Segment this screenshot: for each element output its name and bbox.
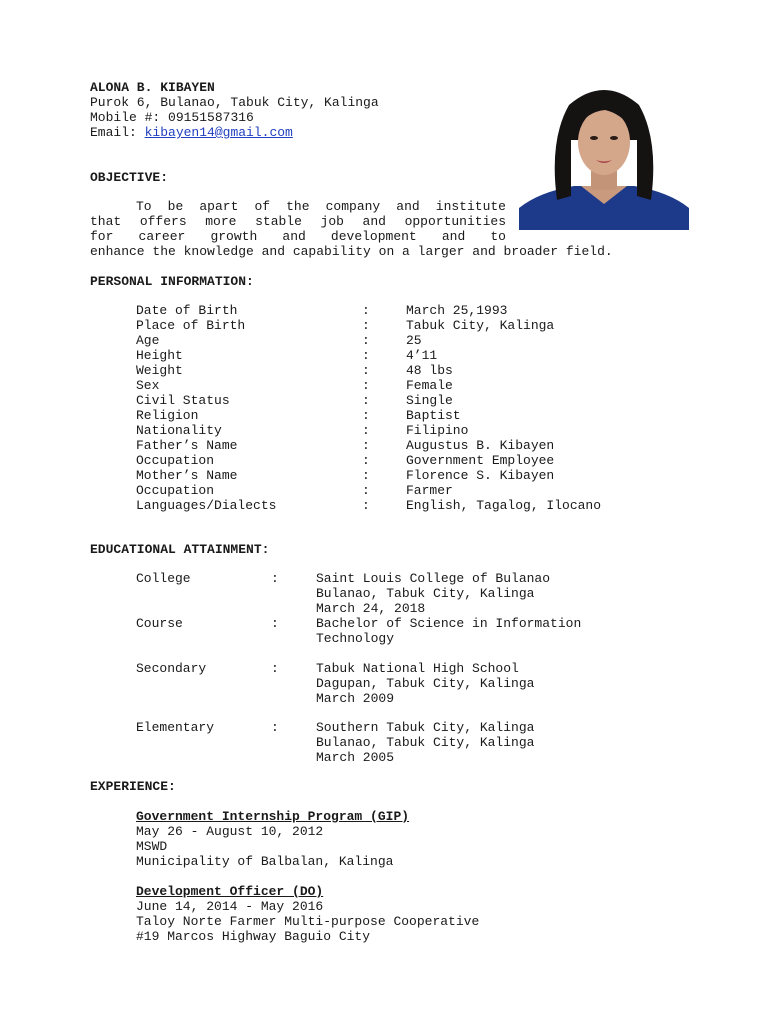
personal-row	[136, 318, 696, 333]
personal-colon: :	[362, 423, 370, 438]
education-value: Bulanao, Tabuk City, Kalinga	[316, 735, 535, 750]
personal-value: Farmer	[406, 483, 453, 498]
job-period: May 26 - August 10, 2012	[136, 824, 324, 839]
profile-photo-illustration	[519, 80, 689, 230]
personal-label: Civil Status	[136, 393, 230, 408]
personal-value: Augustus B. Kibayen	[406, 438, 555, 453]
personal-value: March 25,1993	[406, 303, 508, 318]
personal-colon: :	[362, 378, 370, 393]
objective-heading: OBJECTIVE:	[90, 170, 169, 185]
personal-label: Date of Birth	[136, 303, 238, 318]
mobile-number: 09151587316	[168, 110, 254, 125]
education-value: March 24, 2018	[316, 601, 426, 616]
personal-label: Religion	[136, 408, 199, 423]
job-title: Government Internship Program (GIP)	[136, 809, 410, 824]
education-label: Elementary	[136, 720, 215, 735]
job-location: #19 Marcos Highway Baguio City	[136, 929, 371, 944]
job-period: June 14, 2014 - May 2016	[136, 899, 324, 914]
personal-value: Florence S. Kibayen	[406, 468, 555, 483]
education-value: March 2009	[316, 691, 395, 706]
mobile-line	[90, 110, 254, 125]
personal-colon: :	[362, 393, 370, 408]
education-value: Dagupan, Tabuk City, Kalinga	[316, 676, 535, 691]
education-colon: :	[271, 616, 279, 631]
personal-colon: :	[362, 363, 370, 378]
education-heading: EDUCATIONAL ATTAINMENT:	[90, 542, 270, 557]
education-colon: :	[271, 661, 279, 676]
education-value: Technology	[316, 631, 395, 646]
personal-colon: :	[362, 483, 370, 498]
personal-colon: :	[362, 348, 370, 363]
personal-label: Mother’s Name	[136, 468, 238, 483]
personal-info-heading: PERSONAL INFORMATION:	[90, 274, 254, 289]
personal-value: English, Tagalog, Ilocano	[406, 498, 602, 513]
personal-value: 48 lbs	[406, 363, 453, 378]
experience-heading: EXPERIENCE:	[90, 779, 176, 794]
personal-row	[136, 498, 696, 513]
job-organization: MSWD	[136, 839, 168, 854]
personal-row	[136, 408, 696, 423]
education-value: March 2005	[316, 750, 395, 765]
profile-photo	[519, 80, 689, 230]
objective-line-2: that offers more stable job and opportunities	[90, 214, 506, 229]
education-value: Saint Louis College of Bulanao	[316, 571, 551, 586]
education-value: Tabuk National High School	[316, 661, 519, 676]
email-label: Email:	[90, 125, 137, 140]
education-value: Southern Tabuk City, Kalinga	[316, 720, 535, 735]
personal-colon: :	[362, 303, 370, 318]
personal-label: Occupation	[136, 483, 215, 498]
education-colon: :	[271, 720, 279, 735]
personal-row	[136, 483, 696, 498]
personal-row	[136, 438, 696, 453]
personal-row	[136, 393, 696, 408]
personal-label: Sex	[136, 378, 160, 393]
objective-line-4: enhance the knowledge and capability on a larger and broader field.	[90, 244, 613, 259]
personal-label: Place of Birth	[136, 318, 246, 333]
personal-row	[136, 423, 696, 438]
personal-value: Tabuk City, Kalinga	[406, 318, 555, 333]
personal-label: Father’s Name	[136, 438, 238, 453]
personal-row	[136, 453, 696, 468]
personal-value: 25	[406, 333, 422, 348]
personal-value: Baptist	[406, 408, 461, 423]
personal-row	[136, 333, 696, 348]
mobile-label: Mobile #:	[90, 110, 161, 125]
personal-label: Height	[136, 348, 183, 363]
personal-colon: :	[362, 468, 370, 483]
education-value: Bachelor of Science in Information	[316, 616, 582, 631]
objective-line-3: for career growth and development and to	[90, 229, 506, 244]
personal-label: Languages/Dialects	[136, 498, 277, 513]
personal-colon: :	[362, 318, 370, 333]
personal-value: 4’11	[406, 348, 438, 363]
personal-label: Weight	[136, 363, 183, 378]
personal-colon: :	[362, 453, 370, 468]
personal-row	[136, 303, 696, 318]
personal-colon: :	[362, 333, 370, 348]
objective-line-1: To be apart of the company and institute	[136, 199, 506, 214]
personal-value: Single	[406, 393, 453, 408]
personal-value: Female	[406, 378, 453, 393]
personal-row	[136, 378, 696, 393]
personal-row	[136, 363, 696, 378]
job-location: Municipality of Balbalan, Kalinga	[136, 854, 394, 869]
job-title: Development Officer (DO)	[136, 884, 324, 899]
personal-colon: :	[362, 438, 370, 453]
personal-row	[136, 468, 696, 483]
personal-colon: :	[362, 498, 370, 513]
personal-value: Government Employee	[406, 453, 555, 468]
education-label: Course	[136, 616, 183, 631]
personal-label: Nationality	[136, 423, 222, 438]
applicant-name: ALONA B. KIBAYEN	[90, 80, 215, 95]
education-value: Bulanao, Tabuk City, Kalinga	[316, 586, 535, 601]
personal-label: Occupation	[136, 453, 215, 468]
personal-value: Filipino	[406, 423, 469, 438]
personal-colon: :	[362, 408, 370, 423]
education-label: Secondary	[136, 661, 207, 676]
email-line	[90, 125, 293, 140]
education-label: College	[136, 571, 191, 586]
personal-row	[136, 348, 696, 363]
address: Purok 6, Bulanao, Tabuk City, Kalinga	[90, 95, 379, 110]
personal-label: Age	[136, 333, 160, 348]
job-organization: Taloy Norte Farmer Multi-purpose Cooperative	[136, 914, 480, 929]
email-link[interactable]: kibayen14@gmail.com	[144, 125, 293, 140]
education-colon: :	[271, 571, 279, 586]
